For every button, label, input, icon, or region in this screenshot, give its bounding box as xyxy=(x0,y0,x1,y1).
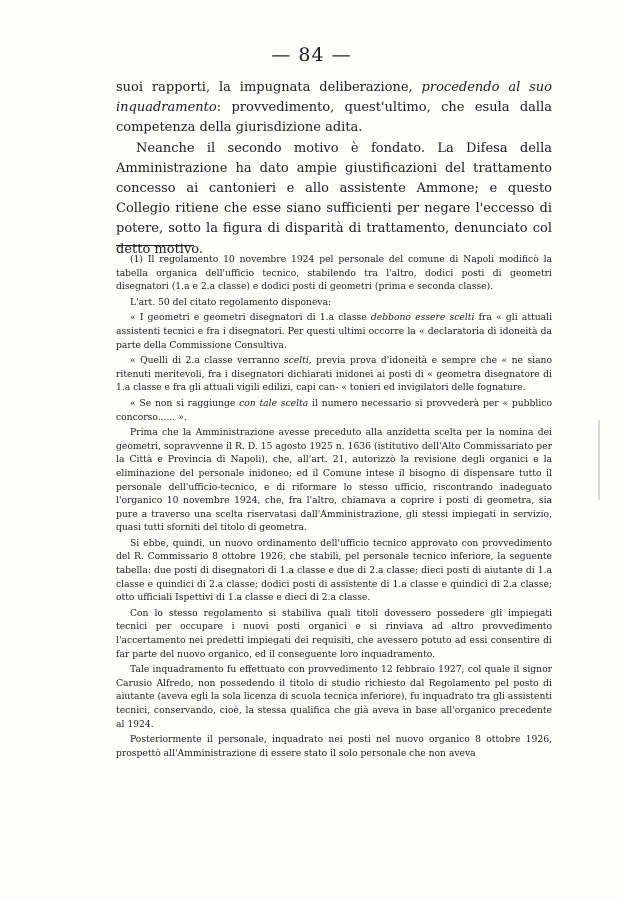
scan-margin-mark xyxy=(598,420,600,500)
quote-1-italic: debbono essere scelti xyxy=(370,312,475,324)
footnote-paragraph-si-ebbe: Si ebbe, quindi, un nuovo ordinamento dell'ufficio tecnico approvato con provvedimento del R. Commissario 8 ottobre 1926, che stabilì, pel personale tecnico inferiore, la seguente tabella: due posti di disegnatori di 1.a classe e due di 2.a classe; dieci posti di aiutante di 1.a classe e quindici di 2.a classe; dodici posti di assistente di 1.a classe e quindici di 2.a classe; otto ufficiali Ispettivi di 1.a classe e dieci di 2.a classe. xyxy=(116,537,552,604)
page-number: — 84 — xyxy=(271,44,352,66)
quote-1-end: fra « gli attuali assistenti tecnici e fra i disegnatori. Per questi ultimi occorre la « declaratoria di idoneità da parte della Commissione Consultiva. xyxy=(116,312,553,351)
quote-2-italic: scelti xyxy=(283,355,309,367)
footnotes xyxy=(116,253,552,762)
footnote-separator xyxy=(116,245,194,246)
footnote-paragraph-prima: Prima che la Amministrazione avesse preceduto alla anzidetta scelta per la nomina dei geometri, sopravvenne il R. D. 15 agosto 1925 n. 1636 (istitutivo dell'Alto Commissariato per la Città e Provincia di Napoli), che, all'art. 21, autorizzò la revisione degli organici e la eliminazione del personale inidoneo; ed il Comune intese il bisogno di dispensare tutto il personale dell'ufficio-tecnico, e di riformare lo stesso ufficio, riscontrando inadeguato l'organico 10 novembre 1924, che, fra l'altro, chiamava a coprire i posti di geometra, sia pure a traverso una scelta riservatasi dall'Amministrazione, gli stessi impiegati in servizio, quasi tutti sforniti del titolo di geometra. xyxy=(116,427,552,534)
quote-2-start: « Quelli di 2.a classe verranno xyxy=(130,355,284,367)
footnote-quote-2 xyxy=(116,354,552,395)
paragraph-1-italic: procedendo al suo inquadramento xyxy=(116,80,552,116)
footnote-paragraph-tale-inquadramento: Tale inquadramento fu effettuato con provvedimento 12 febbraio 1927, col quale il signor Carusio Alfredo, non possedendo il titolo di studio richiesto dal Regolamento pel posto di aiutante (aveva egli la sola licenza di scuola tecnica inferiore), fu inquadrato tra gli assistenti tecnici, conservando, cioè, la stessa qualifica che già aveva in base all'organico precedente al 1924. xyxy=(116,664,552,730)
quote-3-italic: con tale scelta xyxy=(239,397,309,409)
footnote-paragraph-posteriormente: Posteriormente il personale, inquadrato nei posti nel nuovo organico 8 ottobre 1926, prospettò all'Amministrazione di essere stato il solo personale che non aveva xyxy=(116,734,552,759)
paragraph-1-end: : provvedimento, quest'ultimo, che esula dalla competenza della giurisdizione adita. xyxy=(116,100,552,136)
paragraph-1-start: suoi rapporti, la impugnata deliberazione, xyxy=(116,80,422,95)
footnote-1: (1) Il regolamento 10 novembre 1924 pel personale del comune di Napoli modificò la tabella organica dell'ufficio tecnico, stabilendo tra l'altro, dodici posti di geometri disegnatori (1.a e 2.a classe) e dodici posti di geometri (prima e seconda classe). xyxy=(116,254,552,293)
footnote-paragraph-con-lo-stesso: Con lo stesso regolamento si stabiliva quali titoli dovessero possedere gli impiegati tecnici per occupare i nuovi posti organici e si rinviava ad altro provvedimento l'accertamento nei predetti impiegati dei requisiti, che avessero potuto ad essi consentire di far parte del nuovo organico, ed il conseguente loro inquadramento. xyxy=(116,607,552,660)
paragraph-continuation xyxy=(116,78,552,139)
quote-3-end: il numero necessario si provvederà per « pubblico concorso...... ». xyxy=(116,397,552,423)
quote-1-start: « I geometri e geometri disegnatori di 1.a classe xyxy=(130,312,371,324)
paragraph-2: Neanche il secondo motivo è fondato. La Difesa della Amministrazione ha dato ampie giustificazioni del trattamento concesso ai cantonieri e allo assistente Ammone; e questo Collegio ritiene che esse siano sufficienti per negare l'eccesso di potere, sotto la figura di disparità di trattamento, denunciato col detto motivo. xyxy=(116,140,552,257)
quote-2-end: , previa prova d'idoneità e sempre che « ne siano ritenuti meritevoli, fra i disegnatori dichiarati inidonei ai posti di « geometra disegnatore di 1.a classe e fra gli attuali vigili edilizi, capi can- « tonieri ed invigilatori delle fognature. xyxy=(116,355,553,394)
footnote-quote-1 xyxy=(116,311,552,352)
footnote-quote-3 xyxy=(116,397,552,424)
main-text xyxy=(116,78,552,260)
quote-3-start: « Se non si raggiunge xyxy=(130,397,240,409)
footnote-art50-intro: L'art. 50 del citato regolamento disponeva: xyxy=(130,296,332,308)
